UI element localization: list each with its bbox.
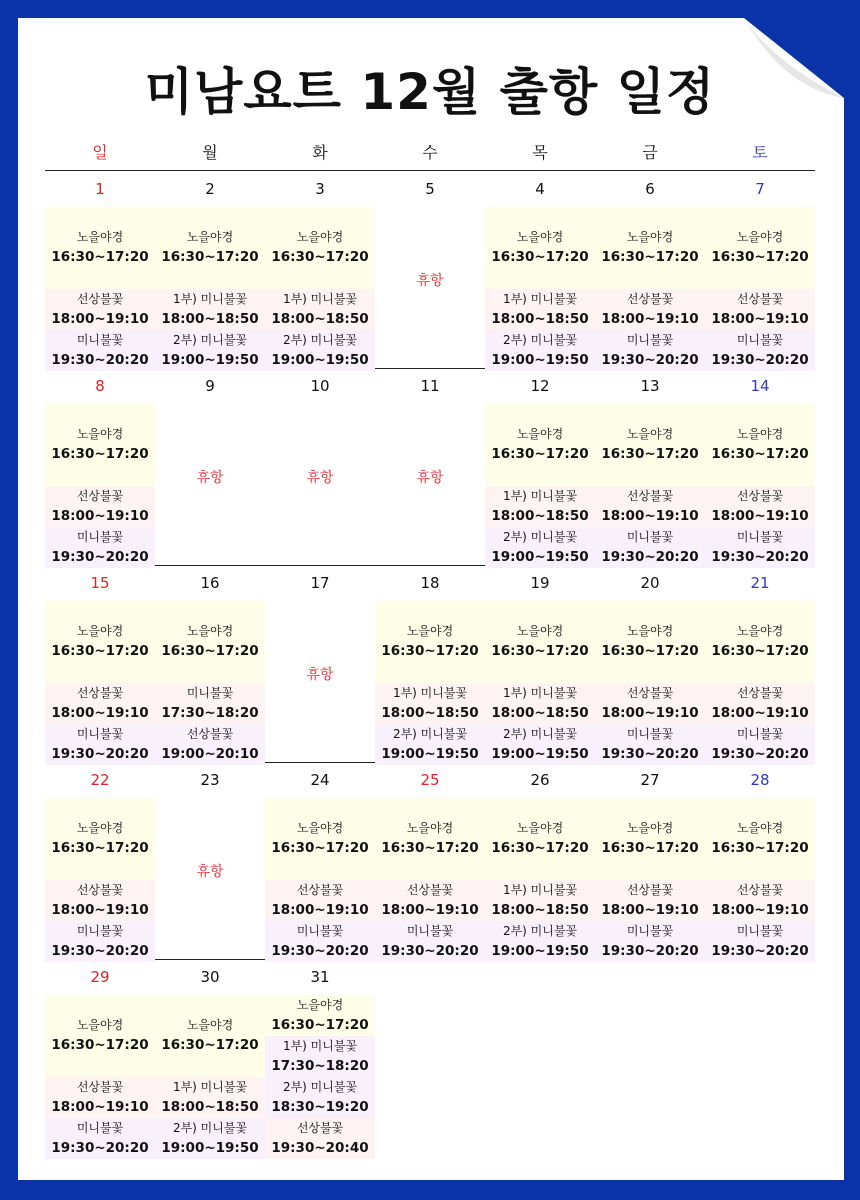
noeul-block: 노을야경 16:30~17:20 [265,995,375,1036]
day-number: 15 [90,574,110,592]
day-number: 27 [640,771,660,789]
day-cell [155,960,265,1156]
day-cell [595,763,705,959]
day-cell [155,369,265,565]
session-block: 2부) 미니불꽃 19:00~19:50 [485,330,595,371]
day-cell [265,172,375,368]
day-cell [705,566,815,762]
day-cell [265,369,375,565]
day-cell [375,566,485,762]
session-block: 1부) 미니불꽃 18:00~18:50 [155,289,265,330]
noeul-block: 노을야경 16:30~17:20 [265,207,375,289]
noeul-block: 노을야경 16:30~17:20 [705,207,815,289]
week-row [45,960,815,1156]
noeul-block: 노을야경 16:30~17:20 [155,207,265,289]
weekday-fri: 금 [642,143,658,162]
session-block: 1부) 미니불꽃 18:00~18:50 [375,683,485,724]
weekday-tue: 화 [312,143,328,162]
session-block: 미니불꽃 19:30~20:20 [595,330,705,371]
day-cell [45,566,155,762]
noeul-block: 노을야경 16:30~17:20 [485,404,595,486]
day-number: 21 [750,574,770,592]
session-block: 미니불꽃 19:30~20:20 [705,330,815,371]
day-cell [705,369,815,565]
session-block: 선상불꽃 18:00~19:10 [375,880,485,921]
day-cell [265,960,375,1156]
day-cell [485,369,595,565]
session-block: 2부) 미니불꽃 19:00~19:50 [375,724,485,765]
day-cell [705,763,815,959]
session-block: 선상불꽃 18:00~19:10 [45,289,155,330]
session-block: 선상불꽃 18:00~19:10 [595,486,705,527]
day-cell [705,172,815,368]
session-block: 1부) 미니불꽃 18:00~18:50 [485,486,595,527]
closed-label: 휴항 [196,864,224,880]
session-block: 미니불꽃 19:30~20:20 [705,527,815,568]
day-number: 3 [315,180,325,198]
session-block: 선상불꽃 18:00~19:10 [45,880,155,921]
day-number: 28 [750,771,770,789]
day-number: 16 [200,574,220,592]
noeul-block: 노을야경 16:30~17:20 [45,207,155,289]
day-cell [485,566,595,762]
session-block: 선상불꽃 18:00~19:10 [45,683,155,724]
day-number: 8 [95,377,105,395]
noeul-block: 노을야경 16:30~17:20 [595,601,705,683]
weekday-header [45,138,815,171]
session-block: 선상불꽃 18:00~19:10 [705,683,815,724]
day-cell [595,566,705,762]
session-block: 1부) 미니불꽃 18:00~18:50 [155,1077,265,1118]
week-row [45,172,815,369]
session-block: 선상불꽃 18:00~19:10 [265,880,375,921]
session-block: 미니불꽃 19:30~20:20 [375,921,485,962]
session-block: 미니불꽃 19:30~20:20 [45,921,155,962]
day-number: 20 [640,574,660,592]
session-block: 1부) 미니불꽃 18:00~18:50 [485,880,595,921]
day-number: 5 [425,180,435,198]
weekday-sat: 토 [752,143,768,162]
day-cell [595,369,705,565]
session-block: 미니불꽃 19:30~20:20 [45,1118,155,1159]
day-cell [485,763,595,959]
noeul-block: 노을야경 16:30~17:20 [485,601,595,683]
session-block: 미니불꽃 19:30~20:20 [705,724,815,765]
session-block: 선상불꽃 19:30~20:40 [265,1118,375,1159]
day-number: 24 [310,771,330,789]
day-number: 17 [310,574,330,592]
noeul-block: 노을야경 16:30~17:20 [155,601,265,683]
session-block: 선상불꽃 18:00~19:10 [705,880,815,921]
noeul-block: 노을야경 16:30~17:20 [705,798,815,880]
session-block: 미니불꽃 19:30~20:20 [45,724,155,765]
session-block: 2부) 미니불꽃 19:00~19:50 [155,1118,265,1159]
session-block: 2부) 미니불꽃 19:00~19:50 [485,724,595,765]
noeul-block: 노을야경 16:30~17:20 [45,404,155,486]
session-block: 선상불꽃 18:00~19:10 [705,289,815,330]
day-number: 22 [90,771,110,789]
day-number: 31 [310,968,330,986]
day-cell [45,763,155,959]
day-number: 9 [205,377,215,395]
session-block: 선상불꽃 19:00~20:10 [155,724,265,765]
session-block: 2부) 미니불꽃 19:00~19:50 [155,330,265,371]
day-cell [375,172,485,368]
session-block: 선상불꽃 18:00~19:10 [595,880,705,921]
session-block: 1부) 미니불꽃 18:00~18:50 [265,289,375,330]
noeul-block: 노을야경 16:30~17:20 [485,207,595,289]
day-cell [45,369,155,565]
day-number: 4 [535,180,545,198]
day-number: 29 [90,968,110,986]
noeul-block: 노을야경 16:30~17:20 [375,601,485,683]
noeul-block: 노을야경 16:30~17:20 [595,404,705,486]
day-number: 6 [645,180,655,198]
session-block: 선상불꽃 18:00~19:10 [45,1077,155,1118]
noeul-block: 노을야경 16:30~17:20 [375,798,485,880]
weekday-mon: 월 [202,143,218,162]
session-block: 2부) 미니불꽃 19:00~19:50 [265,330,375,371]
weekday-wed: 수 [422,143,438,162]
session-block: 미니불꽃 19:30~20:20 [705,921,815,962]
weekday-sun: 일 [92,143,108,162]
session-block: 1부) 미니불꽃 17:30~18:20 [265,1036,375,1077]
session-block: 선상불꽃 18:00~19:10 [45,486,155,527]
day-number: 30 [200,968,220,986]
day-cell [155,172,265,368]
closed-label: 휴항 [306,470,334,486]
day-number: 10 [310,377,330,395]
day-number: 23 [200,771,220,789]
day-cell [45,960,155,1156]
week-row [45,369,815,566]
noeul-block: 노을야경 16:30~17:20 [595,207,705,289]
session-block: 1부) 미니불꽃 18:00~18:50 [485,289,595,330]
day-number: 2 [205,180,215,198]
noeul-block: 노을야경 16:30~17:20 [45,798,155,880]
day-cell [155,763,265,959]
closed-label: 휴항 [196,470,224,486]
session-block: 2부) 미니불꽃 19:00~19:50 [485,527,595,568]
day-number: 19 [530,574,550,592]
session-block: 미니불꽃 19:30~20:20 [45,330,155,371]
closed-label: 휴항 [416,273,444,289]
noeul-block: 노을야경 16:30~17:20 [485,798,595,880]
session-block: 선상불꽃 18:00~19:10 [595,683,705,724]
day-number: 14 [750,377,770,395]
day-number: 7 [755,180,765,198]
day-cell [265,566,375,762]
day-number: 12 [530,377,550,395]
noeul-block: 노을야경 16:30~17:20 [705,601,815,683]
day-number: 18 [420,574,440,592]
day-cell [485,172,595,368]
noeul-block: 노을야경 16:30~17:20 [705,404,815,486]
session-block: 2부) 미니불꽃 18:30~19:20 [265,1077,375,1118]
week-row [45,763,815,960]
noeul-block: 노을야경 16:30~17:20 [265,798,375,880]
noeul-block: 노을야경 16:30~17:20 [45,995,155,1077]
session-block: 선상불꽃 18:00~19:10 [705,486,815,527]
session-block: 미니불꽃 19:30~20:20 [595,527,705,568]
day-cell [155,566,265,762]
session-block: 미니불꽃 19:30~20:20 [595,921,705,962]
noeul-block: 노을야경 16:30~17:20 [155,995,265,1077]
session-block: 선상불꽃 18:00~19:10 [595,289,705,330]
noeul-block: 노을야경 16:30~17:20 [45,601,155,683]
day-number: 25 [420,771,440,789]
noeul-block: 노을야경 16:30~17:20 [595,798,705,880]
day-number: 26 [530,771,550,789]
weekday-thu: 목 [532,143,548,162]
closed-label: 휴항 [306,667,334,683]
session-block: 미니불꽃 19:30~20:20 [595,724,705,765]
week-row [45,566,815,763]
day-cell [375,369,485,565]
session-block: 미니불꽃 19:30~20:20 [265,921,375,962]
page-title: 미남요트 12월 출항 일정 [144,63,716,121]
day-number: 13 [640,377,660,395]
session-block: 미니불꽃 17:30~18:20 [155,683,265,724]
day-cell [45,172,155,368]
day-cell [595,172,705,368]
day-number: 1 [95,180,105,198]
closed-label: 휴항 [416,470,444,486]
day-cell [375,763,485,959]
session-block: 1부) 미니불꽃 18:00~18:50 [485,683,595,724]
day-cell [265,763,375,959]
day-number: 11 [420,377,440,395]
session-block: 미니불꽃 19:30~20:20 [45,527,155,568]
session-block: 2부) 미니불꽃 19:00~19:50 [485,921,595,962]
